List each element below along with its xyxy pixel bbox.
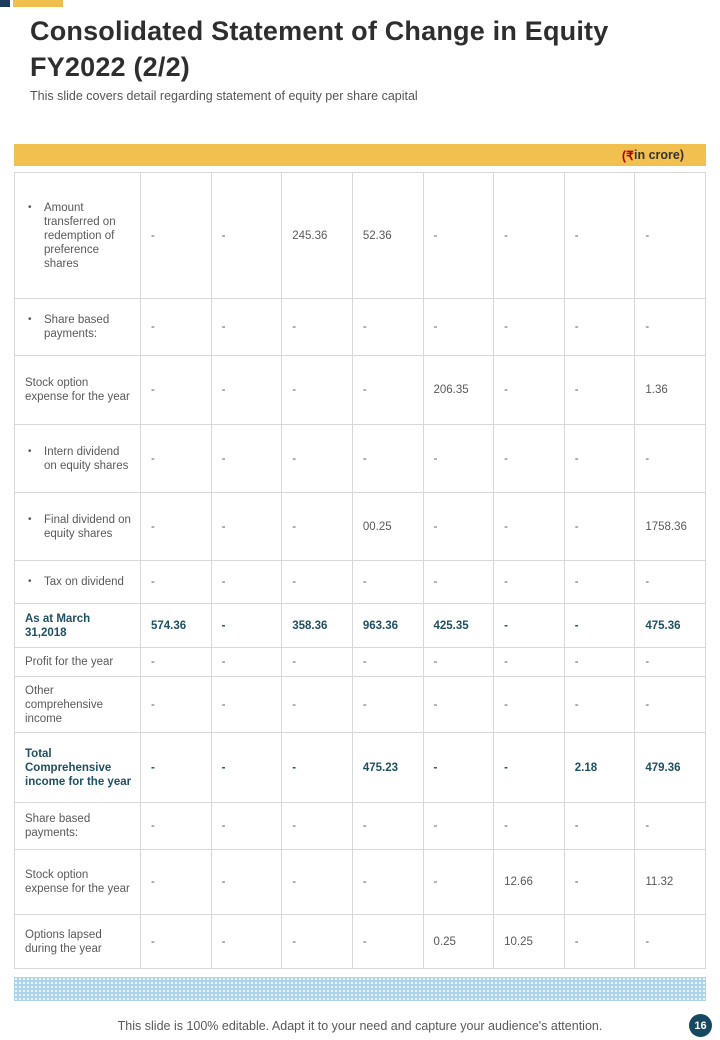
table-cell: - bbox=[494, 733, 565, 803]
table-row bbox=[15, 850, 706, 915]
table-cell: - bbox=[211, 803, 282, 850]
table-cell: - bbox=[141, 356, 212, 425]
page-subtitle: This slide covers detail regarding statement of equity per share capital bbox=[30, 89, 418, 103]
unit-label: in crore) bbox=[633, 148, 684, 162]
footer-note: This slide is 100% editable. Adapt it to your need and capture your audience's attention. bbox=[117, 1019, 603, 1033]
bullet-icon: • bbox=[28, 445, 32, 457]
table-cell: 0.25 bbox=[423, 915, 494, 969]
table-cell: - bbox=[423, 299, 494, 356]
table-cell: - bbox=[141, 733, 212, 803]
table-cell: - bbox=[635, 648, 706, 677]
table-cell: 00.25 bbox=[352, 493, 423, 561]
row-label: As at March 31,2018 bbox=[25, 612, 91, 639]
table-cell: - bbox=[564, 561, 635, 604]
table-cell: - bbox=[494, 561, 565, 604]
table-cell: - bbox=[211, 299, 282, 356]
table-row bbox=[15, 493, 706, 561]
table-cell: - bbox=[211, 604, 282, 648]
page-title-line1: Consolidated Statement of Change in Equity bbox=[30, 16, 609, 46]
row-label-cell bbox=[15, 850, 141, 915]
table-cell: - bbox=[352, 299, 423, 356]
table-cell: - bbox=[494, 677, 565, 733]
table-cell: - bbox=[141, 425, 212, 493]
table-cell: 475.36 bbox=[635, 604, 706, 648]
table-cell: - bbox=[211, 173, 282, 299]
row-label: Profit for the year bbox=[25, 656, 114, 668]
table-cell: - bbox=[282, 493, 353, 561]
row-label-cell bbox=[15, 173, 141, 299]
bullet-icon: • bbox=[28, 576, 32, 587]
table-cell: 1.36 bbox=[635, 356, 706, 425]
table-cell: - bbox=[494, 425, 565, 493]
row-label: Intern dividend on equity shares bbox=[44, 445, 129, 472]
table-cell: - bbox=[494, 299, 565, 356]
table-row bbox=[15, 915, 706, 969]
table-row bbox=[15, 356, 706, 425]
table-cell: - bbox=[635, 425, 706, 493]
table-cell: - bbox=[282, 803, 353, 850]
decoration-navy-bar bbox=[0, 0, 10, 7]
row-label: Stock option expense for the year bbox=[25, 869, 130, 895]
table-cell: - bbox=[211, 425, 282, 493]
table-cell: - bbox=[352, 915, 423, 969]
page-number-badge: 16 bbox=[689, 1014, 712, 1037]
table-row bbox=[15, 677, 706, 733]
table-cell: - bbox=[423, 173, 494, 299]
table-cell: 12.66 bbox=[494, 850, 565, 915]
table-cell: - bbox=[282, 425, 353, 493]
row-label: Total Comprehensive income for the year bbox=[25, 747, 132, 788]
table-cell: - bbox=[282, 915, 353, 969]
table-cell: - bbox=[141, 677, 212, 733]
row-label-cell bbox=[15, 915, 141, 969]
row-label-cell bbox=[15, 677, 141, 733]
table-cell: - bbox=[494, 173, 565, 299]
table-cell: - bbox=[352, 677, 423, 733]
table-cell: - bbox=[635, 299, 706, 356]
table-cell: 206.35 bbox=[423, 356, 494, 425]
table-cell: - bbox=[564, 356, 635, 425]
table-cell: - bbox=[352, 561, 423, 604]
table-cell: - bbox=[635, 915, 706, 969]
table-cell: 1758.36 bbox=[635, 493, 706, 561]
table-cell: - bbox=[141, 803, 212, 850]
table-row bbox=[15, 648, 706, 677]
table-cell: - bbox=[494, 648, 565, 677]
table-cell: - bbox=[211, 733, 282, 803]
table-cell: - bbox=[564, 915, 635, 969]
decoration-dotted-bar bbox=[14, 977, 706, 1001]
table-cell: - bbox=[282, 356, 353, 425]
table-cell: - bbox=[282, 299, 353, 356]
table-cell: - bbox=[635, 561, 706, 604]
row-label-cell bbox=[15, 604, 141, 648]
table-cell: - bbox=[211, 648, 282, 677]
table-row bbox=[15, 561, 706, 604]
table-cell: - bbox=[494, 604, 565, 648]
table-cell: - bbox=[423, 803, 494, 850]
row-label-cell bbox=[15, 425, 141, 493]
table-cell: 479.36 bbox=[635, 733, 706, 803]
table-cell: - bbox=[564, 299, 635, 356]
table-cell: - bbox=[494, 803, 565, 850]
table-cell: - bbox=[352, 803, 423, 850]
table-cell: - bbox=[564, 493, 635, 561]
table-cell: - bbox=[423, 677, 494, 733]
row-label: Stock option expense for the year bbox=[25, 377, 130, 403]
table-cell: - bbox=[423, 850, 494, 915]
table-cell: - bbox=[282, 850, 353, 915]
table-row bbox=[15, 604, 706, 648]
table-cell: - bbox=[141, 561, 212, 604]
table-cell: - bbox=[635, 173, 706, 299]
table-cell: - bbox=[282, 648, 353, 677]
table-cell: - bbox=[141, 850, 212, 915]
table-cell: - bbox=[423, 561, 494, 604]
table-cell: - bbox=[282, 561, 353, 604]
row-label: Final dividend on equity shares bbox=[44, 513, 131, 540]
table-cell: - bbox=[211, 493, 282, 561]
table-cell: - bbox=[564, 173, 635, 299]
table-cell: - bbox=[141, 173, 212, 299]
table-cell: - bbox=[423, 493, 494, 561]
table-cell: - bbox=[564, 604, 635, 648]
row-label: Share based payments: bbox=[44, 314, 110, 340]
table-cell: - bbox=[282, 733, 353, 803]
table-cell: - bbox=[635, 803, 706, 850]
table-cell: - bbox=[211, 915, 282, 969]
table-cell: - bbox=[211, 677, 282, 733]
row-label-cell bbox=[15, 733, 141, 803]
table-cell: - bbox=[494, 356, 565, 425]
row-label: Tax on dividend bbox=[44, 576, 124, 588]
table-row bbox=[15, 299, 706, 356]
page-title bbox=[30, 13, 710, 85]
table-cell: - bbox=[564, 677, 635, 733]
equity-table-body bbox=[15, 173, 706, 969]
table-row bbox=[15, 173, 706, 299]
row-label: Other comprehensive income bbox=[25, 684, 103, 725]
table-cell: - bbox=[141, 648, 212, 677]
table-cell: - bbox=[423, 733, 494, 803]
bullet-icon: • bbox=[28, 201, 32, 213]
row-label-cell bbox=[15, 648, 141, 677]
table-cell: - bbox=[564, 803, 635, 850]
row-label: Amount transferred on redemption of preference shares bbox=[44, 201, 116, 270]
row-label: Share based payments: bbox=[25, 813, 91, 839]
table-cell: - bbox=[423, 425, 494, 493]
table-cell: - bbox=[635, 677, 706, 733]
table-cell: - bbox=[352, 850, 423, 915]
bullet-icon: • bbox=[28, 513, 32, 525]
table-cell: - bbox=[211, 561, 282, 604]
table-cell: 11.32 bbox=[635, 850, 706, 915]
table-cell: 245.36 bbox=[282, 173, 353, 299]
table-row bbox=[15, 425, 706, 493]
page-title-line2: FY2022 (2/2) bbox=[30, 52, 190, 82]
row-label-cell bbox=[15, 493, 141, 561]
table-cell: 358.36 bbox=[282, 604, 353, 648]
row-label-cell bbox=[15, 561, 141, 604]
row-label-cell bbox=[15, 356, 141, 425]
table-cell: 475.23 bbox=[352, 733, 423, 803]
table-cell: - bbox=[564, 648, 635, 677]
table-cell: - bbox=[494, 493, 565, 561]
table-cell: - bbox=[352, 648, 423, 677]
table-row bbox=[15, 803, 706, 850]
table-cell: - bbox=[423, 648, 494, 677]
table-cell: - bbox=[352, 425, 423, 493]
rupee-symbol: (₹ bbox=[621, 148, 634, 163]
table-cell: - bbox=[141, 493, 212, 561]
row-label-cell bbox=[15, 803, 141, 850]
table-cell: - bbox=[211, 356, 282, 425]
equity-table bbox=[14, 172, 706, 969]
table-cell: - bbox=[564, 425, 635, 493]
table-cell: - bbox=[141, 915, 212, 969]
equity-table-container bbox=[14, 172, 706, 969]
table-cell: - bbox=[211, 850, 282, 915]
table-cell: - bbox=[564, 850, 635, 915]
table-cell: - bbox=[352, 356, 423, 425]
table-row bbox=[15, 733, 706, 803]
table-cell: - bbox=[141, 299, 212, 356]
table-cell: 425.35 bbox=[423, 604, 494, 648]
row-label: Options lapsed during the year bbox=[25, 928, 102, 955]
decoration-yellow-bar bbox=[13, 0, 63, 7]
row-label-cell bbox=[15, 299, 141, 356]
bullet-icon: • bbox=[28, 314, 32, 325]
table-cell: - bbox=[282, 677, 353, 733]
table-cell: 963.36 bbox=[352, 604, 423, 648]
currency-unit-bar bbox=[14, 144, 706, 166]
table-cell: 10.25 bbox=[494, 915, 565, 969]
table-cell: 574.36 bbox=[141, 604, 212, 648]
table-cell: 2.18 bbox=[564, 733, 635, 803]
table-cell: 52.36 bbox=[352, 173, 423, 299]
